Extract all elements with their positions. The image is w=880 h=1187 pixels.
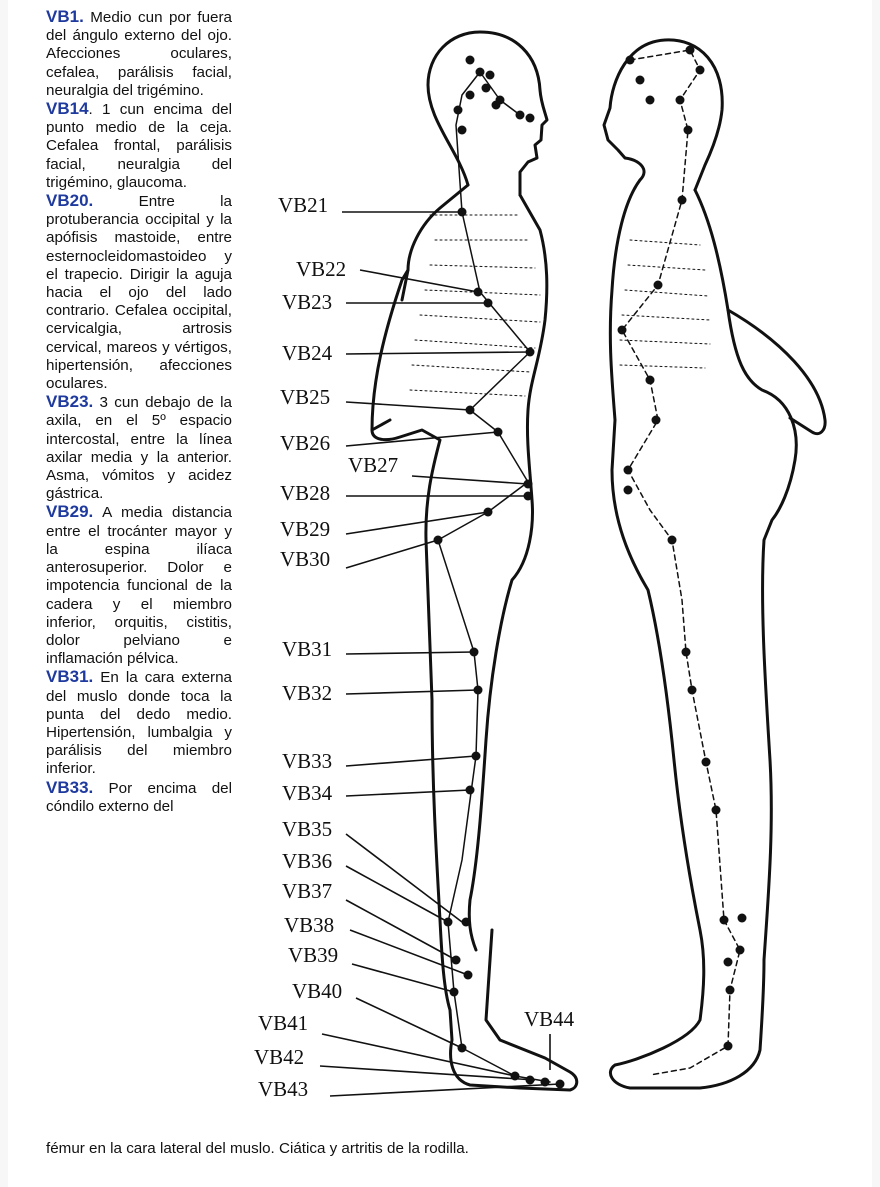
entry-text: En la cara externa del muslo donde toca la punta del dedo medio. Hipertensión, lumbalgia y parálisis del miembro inferior. (46, 669, 232, 778)
acupoint-dot (444, 918, 453, 927)
side-meridian-line (438, 72, 550, 1082)
acupoint-dot (454, 106, 463, 115)
entry-text: Por encima del cóndilo externo del (46, 779, 232, 815)
acupoint-dot (466, 56, 475, 65)
entry-code: VB20. (46, 191, 94, 211)
acupoint-dot (652, 416, 661, 425)
entry-vb14 (46, 100, 232, 192)
leader-line-vb22 (360, 270, 478, 292)
acupoint-dot (466, 91, 475, 100)
entry-text: Medio cun por fuera del ángulo externo del ojo. Afecciones oculares, cefalea, parálisis facial, neuralgia del trigémino. (46, 9, 232, 99)
acupoint-dot (484, 299, 493, 308)
point-label-vb44: VB44 (524, 1007, 575, 1031)
entry-code: VB1. (46, 7, 84, 26)
point-label-vb37: VB37 (282, 879, 333, 903)
leader-line-vb40 (356, 998, 462, 1048)
point-label-vb35: VB35 (282, 817, 333, 841)
acupoint-dot (524, 480, 533, 489)
leader-line-vb24 (346, 352, 530, 354)
meridian-figure (240, 0, 880, 1130)
point-label-vb40: VB40 (292, 979, 343, 1003)
acupoint-dot (686, 46, 695, 55)
leader-line-vb41 (322, 1034, 515, 1076)
acupoint-dot (626, 56, 635, 65)
acupoint-dot (738, 914, 747, 923)
acupoint-dot (541, 1078, 550, 1087)
description-column (46, 8, 232, 816)
leader-line-vb32 (346, 690, 478, 694)
point-label-vb23: VB23 (282, 290, 333, 314)
point-label-vb28: VB28 (280, 481, 331, 505)
back-arm-outline (728, 310, 825, 434)
acupoint-dot (526, 114, 535, 123)
acupoint-dot (678, 196, 687, 205)
entry-code: VB33. (46, 777, 94, 797)
point-label-vb41: VB41 (258, 1011, 309, 1035)
point-label-vb43: VB43 (258, 1077, 309, 1101)
acupoint-dot (618, 326, 627, 335)
left-page-edge (0, 0, 8, 1187)
leader-line-vb31 (346, 652, 474, 654)
acupoint-dot (492, 101, 501, 110)
leader-line-vb25 (346, 402, 470, 410)
entry-vb20 (46, 192, 232, 393)
point-label-vb42: VB42 (254, 1045, 305, 1069)
leader-line-vb43 (330, 1084, 560, 1096)
acupoint-dot (482, 84, 491, 93)
point-label-vb39: VB39 (288, 943, 339, 967)
acupoint-dot (646, 376, 655, 385)
point-labels (254, 193, 575, 1101)
acupoint-dot (736, 946, 745, 955)
entry-code: VB23. (46, 392, 94, 412)
acupoint-dot (724, 1042, 733, 1051)
acupoint-dot (654, 281, 663, 290)
acupoint-dot (464, 971, 473, 980)
acupoint-dot (511, 1072, 520, 1081)
acupoint-dot (472, 752, 481, 761)
entry-text: A media distancia entre el trocánter mayor y la espina ilíaca anterosuperior. Dolor e impotencia funcional de la cadera y el miembro inferior, orquitis, cistitis, dolor pelviano e inflamación pélvica. (46, 504, 232, 668)
entry-vb29 (46, 503, 232, 668)
acupoint-dot (474, 288, 483, 297)
footer-text: fémur en la cara lateral del muslo. Ciática y artritis de la rodilla. (46, 1140, 469, 1157)
point-label-vb26: VB26 (280, 431, 331, 455)
entry-code: VB31. (46, 667, 94, 687)
acupoint-dot (676, 96, 685, 105)
acupoint-dot (526, 1076, 535, 1085)
acupoint-dot (624, 466, 633, 475)
side-rib-lines (410, 215, 540, 396)
acupoint-dot (458, 208, 467, 217)
acupoint-dot (684, 126, 693, 135)
acupoint-dot (486, 71, 495, 80)
acupoint-dot (450, 988, 459, 997)
entry-text: Entre la protuberancia occipital y la apófisis mastoide, entre esternocleidomastoideo y el trapecio. Dirigir la aguja hacia el ojo del lado contrario. Cefalea occipital, cervicalgia, artrosis cervical, mareos y vértigos, hipertensión, afecciones oculares. (46, 193, 232, 393)
acupoint-dot (494, 428, 503, 437)
acupoint-dot (702, 758, 711, 767)
acupoint-dot (682, 648, 691, 657)
side-front-outline (469, 195, 547, 950)
leader-line-vb34 (346, 790, 470, 796)
leader-line-vb36 (346, 866, 448, 922)
leader-line-vb26 (346, 432, 498, 446)
point-label-vb38: VB38 (284, 913, 335, 937)
point-label-vb21: VB21 (278, 193, 329, 217)
back-figure (604, 40, 825, 1088)
acupoint-dot (526, 348, 535, 357)
acupoint-dot (624, 486, 633, 495)
entry-vb31 (46, 668, 232, 778)
entry-vb1 (46, 8, 232, 100)
acupoint-dot (452, 956, 461, 965)
acupoint-dot (466, 786, 475, 795)
point-label-vb33: VB33 (282, 749, 333, 773)
acupoint-dot (720, 916, 729, 925)
acupoint-dot (726, 986, 735, 995)
acupoint-dot (470, 648, 479, 657)
leader-line-vb33 (346, 756, 476, 766)
leader-line-vb39 (352, 964, 454, 992)
acupoint-dot (458, 1044, 467, 1053)
leader-line-vb29 (346, 512, 488, 534)
point-label-vb24: VB24 (282, 341, 333, 365)
point-label-vb25: VB25 (280, 385, 331, 409)
entry-code: VB14 (46, 99, 89, 119)
acupoint-dot (474, 686, 483, 695)
acupoint-dot (516, 111, 525, 120)
point-label-vb31: VB31 (282, 637, 333, 661)
acupoint-dot (696, 66, 705, 75)
point-label-vb27: VB27 (348, 453, 399, 477)
acupoint-dot (668, 536, 677, 545)
entry-vb23 (46, 393, 232, 503)
point-label-vb34: VB34 (282, 781, 333, 805)
acupoint-dot (458, 126, 467, 135)
acupoint-dot (724, 958, 733, 967)
entry-text: 3 cun debajo de la axila, en el 5º espacio intercostal, entre la línea axilar media y la anterior. Asma, vómitos y acidez gástrica. (46, 394, 232, 503)
side-head-outline (428, 32, 547, 195)
entry-vb33 (46, 779, 232, 816)
acupoint-dot (466, 406, 475, 415)
point-label-vb30: VB30 (280, 547, 331, 571)
point-label-vb22: VB22 (296, 257, 347, 281)
acupoint-dot (636, 76, 645, 85)
point-label-vb32: VB32 (282, 681, 333, 705)
acupoint-dot (476, 68, 485, 77)
acupoint-dot (646, 96, 655, 105)
acupoint-dot (484, 508, 493, 517)
back-rear-outline (695, 190, 796, 960)
acupoint-dot (462, 918, 471, 927)
point-label-vb29: VB29 (280, 517, 331, 541)
acupoint-dot (524, 492, 533, 501)
leader-line-vb30 (346, 540, 438, 568)
point-label-vb36: VB36 (282, 849, 333, 873)
acupoint-dot (712, 806, 721, 815)
acupoint-dot (556, 1080, 565, 1089)
entry-text: . 1 cun encima del punto medio de la ceja. Cefalea frontal, parálisis facial, neuralgia del trigémino, glaucoma. (46, 101, 232, 191)
acupoint-dot (688, 686, 697, 695)
entry-code: VB29. (46, 502, 94, 522)
acupoint-dot (434, 536, 443, 545)
back-head-outline (604, 40, 722, 190)
